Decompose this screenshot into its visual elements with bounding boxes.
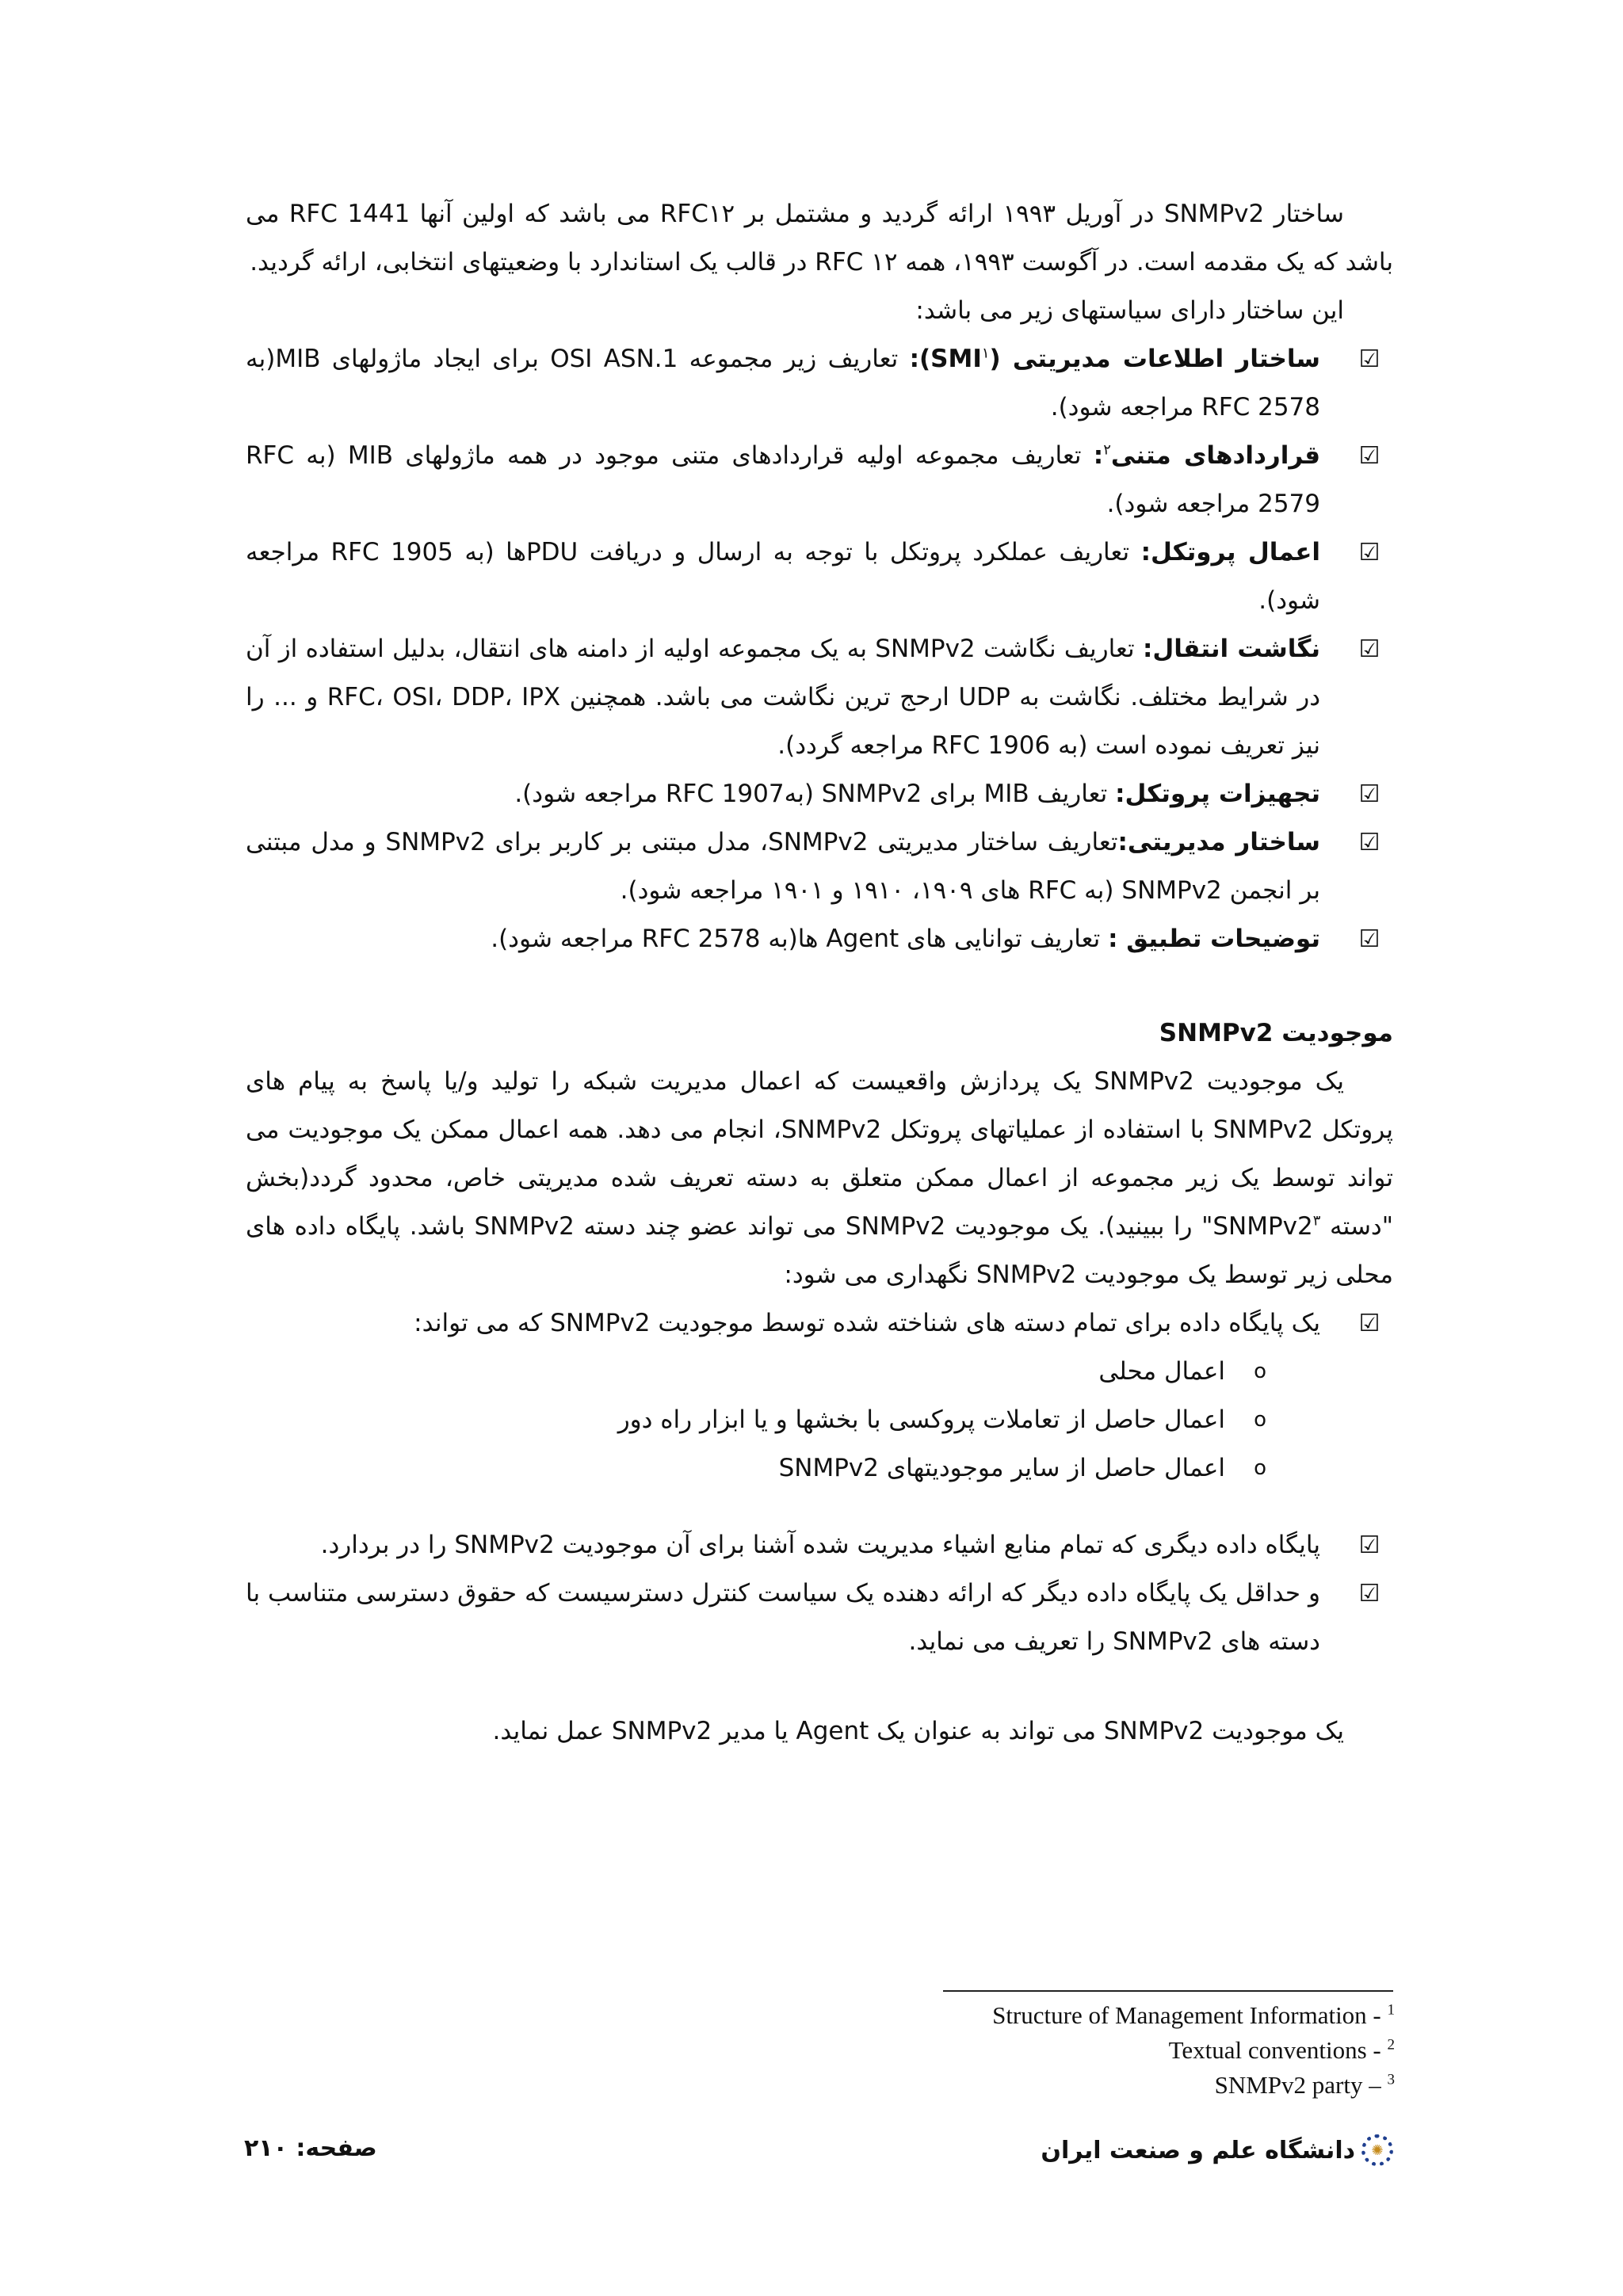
circle-bullet-icon: o bbox=[1254, 1408, 1266, 1432]
database-item bbox=[246, 1569, 1393, 1666]
footnote bbox=[872, 1998, 1395, 2033]
item-title: نگاشت انتقال: bbox=[1142, 635, 1321, 663]
item-title: ساختار اطلاعات مدیریتی (SMI bbox=[930, 345, 1320, 373]
footnote-ref: ۳ bbox=[1312, 1212, 1321, 1230]
list-item bbox=[246, 818, 1393, 915]
footer-page-number bbox=[244, 2134, 377, 2162]
sub-item-text: اعمال حاصل از تعاملات پروکسی با بخشها و یا ابزار راه دور bbox=[617, 1405, 1225, 1434]
page-label: صفحه: bbox=[296, 2134, 377, 2162]
sub-list-item bbox=[246, 1396, 1393, 1444]
item-title-end: : bbox=[1093, 441, 1104, 470]
spacer bbox=[246, 1493, 1393, 1521]
footnote bbox=[872, 2068, 1395, 2103]
footnote-number: 3 bbox=[1387, 2071, 1395, 2088]
footnotes bbox=[872, 1998, 1395, 2103]
checkbox-icon: ☑ bbox=[1358, 1580, 1381, 1608]
footnote-ref: ۱ bbox=[981, 345, 990, 362]
checkbox-icon: ☑ bbox=[1358, 925, 1381, 953]
item-text: تعاریف زیر مجموعه OSI ASN.1 برای ایجاد ماژولهای MIB(به RFC 2578 مراجعه شود). bbox=[246, 345, 1320, 421]
item-title: قراردادهای متنی bbox=[1110, 441, 1320, 470]
list-item bbox=[246, 625, 1393, 770]
section-paragraph bbox=[246, 1058, 1393, 1299]
item-text: تعاریف ساختار مدیریتی SNMPv2، مدل مبتنی بر کاربر برای SNMPv2 و مدل مبتنی بر انجمن SNMPv2 (به RFC های ۱۹۰۹، ۱۹۱۰ و ۱۹۰۱ مراجعه شود). bbox=[246, 828, 1320, 905]
university-logo-icon: ✺ bbox=[1361, 2134, 1393, 2166]
item-text: یک پایگاه داده برای تمام دسته های شناخته شده توسط موجودیت SNMPv2 که می تواند: bbox=[414, 1309, 1320, 1337]
checkbox-icon: ☑ bbox=[1358, 635, 1381, 663]
item-title: ساختار مدیریتی: bbox=[1117, 828, 1320, 856]
item-text: تعاریف عملکرد پروتکل با توجه به ارسال و دریافت PDUها (به RFC 1905 مراجعه شود). bbox=[246, 538, 1320, 615]
intro-paragraph: ساختار SNMPv2 در آوریل ۱۹۹۳ ارائه گردید و مشتمل بر RFC۱۲ می باشد که اولین آنها RFC 1441 می باشد که یک مقدمه است. در آگوست ۱۹۹۳، همه ۱۲ RFC در قالب یک استاندارد با وضعیتهای انتخابی، ارائه گردید. bbox=[246, 200, 1393, 277]
circle-bullet-icon: o bbox=[1254, 1456, 1266, 1480]
footnote-number: 1 bbox=[1387, 2001, 1395, 2019]
database-item bbox=[246, 1521, 1393, 1569]
checkbox-icon: ☑ bbox=[1358, 345, 1381, 373]
paragraph-part-a: یک موجودیت SNMPv2 یک پردازش واقعیست که اعمال مدیریت شبکه را تولید و/یا پاسخ به پیام های پروتکل SNMPv2 با استفاده از عملیاتهای پروتکل SNMPv2، انجام می دهد. همه اعمال ممکن یک موجودیت می تواند توسط یک زیر مجموعه از اعمال ممکن متعلق به دسته تعریف شده مدیریتی خاص، محدود گردد(بخش "دسته SNMPv2 bbox=[246, 1067, 1394, 1241]
footer-university bbox=[1041, 2134, 1393, 2166]
footnote bbox=[872, 2033, 1395, 2068]
closing-paragraph: یک موجودیت SNMPv2 می تواند به عنوان یک Agent یا مدیر SNMPv2 عمل نماید. bbox=[492, 1717, 1344, 1745]
item-text: تعاریف MIB برای SNMPv2 (بهRFC 1907 مراجعه شود). bbox=[514, 780, 1116, 808]
list-item bbox=[246, 770, 1393, 818]
item-title: توضیحات تطبیق : bbox=[1108, 925, 1320, 953]
database-item bbox=[246, 1299, 1393, 1348]
list-item bbox=[246, 335, 1393, 432]
footnote-text: Structure of Management Information - bbox=[992, 2001, 1388, 2029]
footnote-text: SNMPv2 party – bbox=[1214, 2071, 1388, 2099]
item-text: تعاریف نگاشت SNMPv2 به یک مجموعه اولیه از دامنه های انتقال، بدلیل استفاده از آن در شرایط مختلف. نگاشت به UDP ارحج ترین نگاشت می باشد. همچنین RFC، OSI، DDP، IPX و ... را نیز تعریف نموده است (به RFC 1906 مراجعه گردد). bbox=[246, 635, 1320, 760]
checkbox-icon: ☑ bbox=[1358, 1310, 1381, 1337]
item-text: و حداقل یک پایگاه داده دیگر که ارائه دهنده یک سیاست کنترل دسترسیست که حقوق دسترسی متناسب با دسته های SNMPv2 را تعریف می نماید. bbox=[246, 1579, 1320, 1656]
sub-item-text: اعمال حاصل از سایر موجودیتهای SNMPv2 bbox=[778, 1454, 1225, 1482]
list-item bbox=[246, 432, 1393, 528]
item-text: پایگاه داده دیگری که تمام منابع اشیاء مدیریت شده آشنا برای آن موجودیت SNMPv2 را در بردارد. bbox=[320, 1531, 1320, 1559]
policy-list bbox=[246, 335, 1393, 963]
university-name: دانشگاه علم و صنعت ایران bbox=[1041, 2136, 1355, 2164]
checkbox-icon: ☑ bbox=[1358, 780, 1381, 808]
footnote-ref: ۲ bbox=[1103, 441, 1111, 459]
sub-list-item bbox=[246, 1348, 1393, 1396]
page-number: ۲۱۰ bbox=[244, 2134, 288, 2162]
sub-list-item bbox=[246, 1444, 1393, 1493]
footnote-number: 2 bbox=[1387, 2036, 1395, 2054]
spacer bbox=[246, 1666, 1393, 1707]
footnote-separator bbox=[943, 1990, 1393, 1992]
circle-bullet-icon: o bbox=[1254, 1360, 1266, 1383]
sub-list bbox=[246, 1348, 1393, 1493]
page-content bbox=[246, 190, 1393, 1756]
sub-item-text: اعمال محلی bbox=[1098, 1357, 1225, 1386]
checkbox-icon: ☑ bbox=[1358, 829, 1381, 856]
item-text: تعاریف مجموعه اولیه قراردادهای متنی موجود در همه ماژولهای MIB (به RFC 2579 مراجعه شود). bbox=[246, 441, 1320, 518]
item-title: تجهیزات پروتکل: bbox=[1115, 780, 1320, 808]
section-heading: موجودیت SNMPv2 bbox=[1159, 1019, 1393, 1047]
intro-lead: این ساختار دارای سیاستهای زیر می باشد: bbox=[915, 296, 1344, 325]
paragraph-part-b: " را ببینید). یک موجودیت SNMPv2 می تواند عضو چند دسته SNMPv2 باشد. پایگاه داده های محلی زیر توسط یک موجودیت SNMPv2 نگهداری می شود: bbox=[246, 1212, 1393, 1289]
list-item bbox=[246, 528, 1393, 625]
footnote-text: Textual conventions - bbox=[1168, 2036, 1388, 2064]
item-text: تعاریف توانایی های Agent ها(به RFC 2578 مراجعه شود). bbox=[491, 925, 1109, 953]
checkbox-icon: ☑ bbox=[1358, 539, 1381, 566]
item-title-end: ): bbox=[909, 345, 931, 373]
checkbox-icon: ☑ bbox=[1358, 442, 1381, 470]
list-item bbox=[246, 915, 1393, 963]
checkbox-icon: ☑ bbox=[1358, 1531, 1381, 1559]
item-title: اعمال پروتکل: bbox=[1140, 538, 1321, 566]
